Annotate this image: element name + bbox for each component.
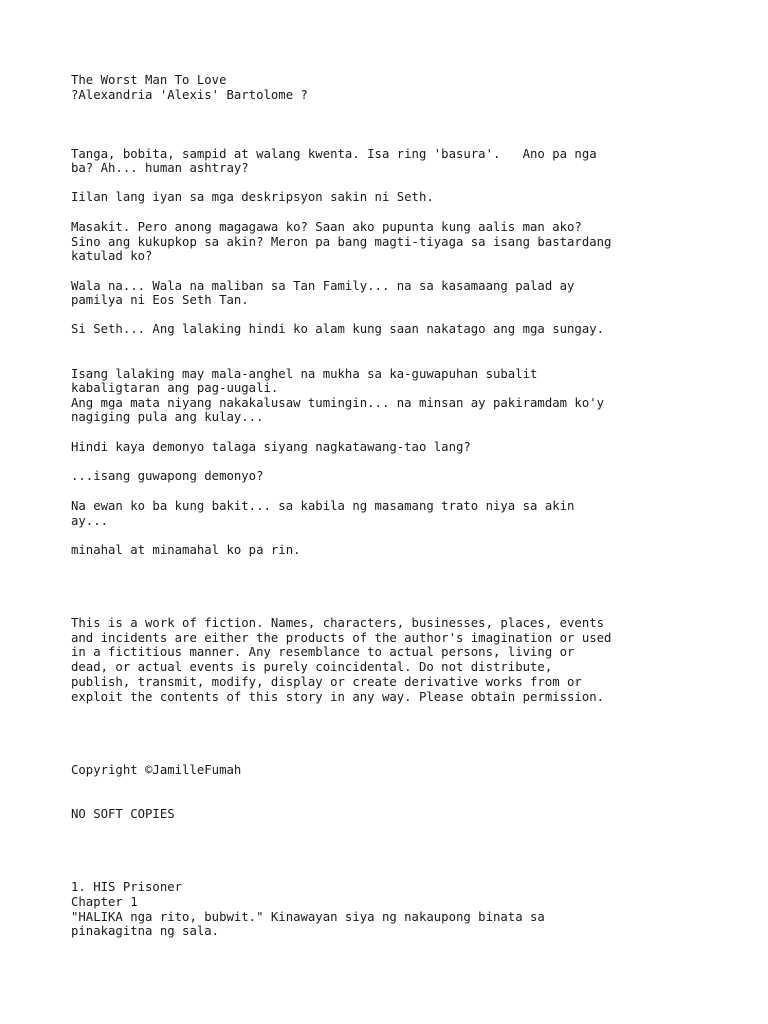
blurb-line: Sino ang kukupkop sa akin? Meron pa bang magti-tiyaga sa isang bastardang	[71, 235, 612, 249]
blurb-line: Si Seth... Ang lalaking hindi ko alam kung saan nakatago ang mga sungay.	[71, 322, 605, 336]
blurb-line: nagiging pula ang kulay...	[71, 410, 264, 424]
story-title: The Worst Man To Love	[71, 73, 227, 87]
disclaimer-line: dead, or actual events is purely coincidental. Do not distribute,	[71, 660, 553, 674]
blurb-line: ay...	[71, 514, 109, 528]
chapter-text-line: pinakagitna ng sala.	[71, 924, 220, 938]
blurb-line: Tanga, bobita, sampid at walang kwenta. Isa ring 'basura'. Ano pa nga	[71, 147, 597, 161]
disclaimer-line: publish, transmit, modify, display or create derivative works from or	[71, 675, 582, 689]
blurb-line: katulad ko?	[71, 249, 153, 263]
blurb-line: Isang lalaking may mala-anghel na mukha sa ka-guwapuhan subalit	[71, 367, 538, 381]
soft-copies-notice: NO SOFT COPIES	[71, 807, 175, 821]
blurb-line: Wala na... Wala na maliban sa Tan Family... na sa kasamaang palad ay	[71, 279, 575, 293]
copyright-line: Copyright ©JamilleFumah	[71, 763, 242, 777]
blurb-line: Ang mga mata niyang nakakalusaw tumingin... na minsan ay pakiramdam ko'y	[71, 396, 605, 410]
blurb-line: pamilya ni Eos Seth Tan.	[71, 293, 249, 307]
chapter-label: Chapter 1	[71, 895, 138, 909]
blurb-line: Masakit. Pero anong magagawa ko? Saan ako pupunta kung aalis man ako?	[71, 220, 582, 234]
blurb-line: Iilan lang iyan sa mga deskripsyon sakin ni Seth.	[71, 190, 434, 204]
disclaimer-line: and incidents are either the products of the author's imagination or used	[71, 631, 612, 645]
disclaimer-line: exploit the contents of this story in any way. Please obtain permission.	[71, 690, 605, 704]
blurb-line: minahal at minamahal ko pa rin.	[71, 543, 301, 557]
blurb-line: kabaligtaran ang pag-uugali.	[71, 381, 279, 395]
blurb-line: Hindi kaya demonyo talaga siyang nagkatawang-tao lang?	[71, 440, 471, 454]
blurb-line: Na ewan ko ba kung bakit... sa kabila ng masamang trato niya sa akin	[71, 499, 575, 513]
chapter-heading: 1. HIS Prisoner	[71, 880, 183, 894]
blurb-line: ...isang guwapong demonyo?	[71, 469, 264, 483]
author-line: ?Alexandria 'Alexis' Bartolome ?	[71, 88, 308, 102]
chapter-text-line: "HALIKA nga rito, bubwit." Kinawayan siya ng nakaupong binata sa	[71, 910, 545, 924]
blurb-line: ba? Ah... human ashtray?	[71, 161, 249, 175]
disclaimer-line: in a fictitious manner. Any resemblance to actual persons, living or	[71, 645, 575, 659]
disclaimer-line: This is a work of fiction. Names, characters, businesses, places, events	[71, 616, 605, 630]
